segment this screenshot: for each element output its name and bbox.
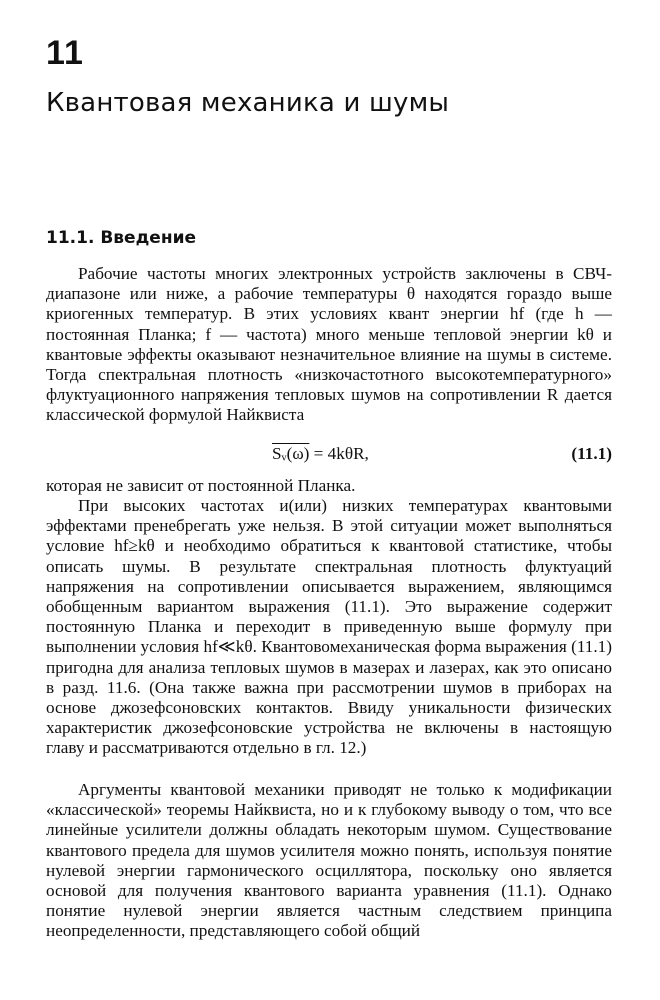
equation-number: (11.1) xyxy=(571,444,612,463)
paragraph-continuation: которая не зависит от постоянной Планка. xyxy=(46,476,356,495)
equation-row xyxy=(46,444,612,468)
chapter-number: 11 xyxy=(46,34,84,72)
paragraph-arguments: Аргументы квантовой механики приводят не только к модификации «классической» теоремы Найквиста, но и к глубокому выводу о том, что все линейные усилители должны обладать некоторым шумом. Существование квантового предела для шумов усилителя можно понять, используя понятие нулевой энергии гармонического осциллятора, поскольку оно является основой для получения квантового варианта уравнения (11.1). Однако понятие нулевой энергии является частным следствием принципа неопределенности, представляющего собой общий xyxy=(46,780,612,941)
chapter-title: Квантовая механика и шумы xyxy=(46,88,450,118)
section-heading: 11.1. Введение xyxy=(46,228,197,248)
equation xyxy=(272,444,369,464)
paragraph-quantum-effects: При высоких частотах и(или) низких температурах квантовыми эффектами пренебрегать уже нельзя. В этой ситуации может выполняться условие hf≥kθ и необходимо обратиться к квантовой статистике, чтобы описать шумы. В результате спектральная плотность флуктуаций напряжения на сопротивлении описывается выражением, являющимся обобщенным вариантом выражения (11.1). Это выражение содержит постоянную Планка и переходит в приведенную выше формулу при выполнении условия hf≪kθ. Квантовомеханическая форма выражения (11.1) пригодна для анализа тепловых шумов в мазерах и лазерах, как это описано в разд. 11.6. (Она также важна при рассмотрении шумов в приборах на основе джозефсоновских контактов. Ввиду уникальности физических характеристик джозефсоновские устройства не включены в настоящую главу и рассматриваются отдельно в гл. 12.) xyxy=(46,496,612,758)
paragraph-intro: Рабочие частоты многих электронных устройств заключены в СВЧ-диапазоне или ниже, а рабочие температуры θ находятся гораздо выше криогенных температур. В этих условиях квант энергии hf (где h — постоянная Планка; f — частота) много меньше тепловой энергии kθ и квантовые эффекты оказывают незначительное влияние на шумы в системе. Тогда спектральная плотность «низкочастотного высокотемпературного» флуктуационного напряжения тепловых шумов на сопротивлении R дается классической формулой Найквиста xyxy=(46,264,612,425)
equation-lhs: Sᵥ(ω) xyxy=(272,444,310,463)
equation-rhs: = 4kθR, xyxy=(309,444,369,463)
